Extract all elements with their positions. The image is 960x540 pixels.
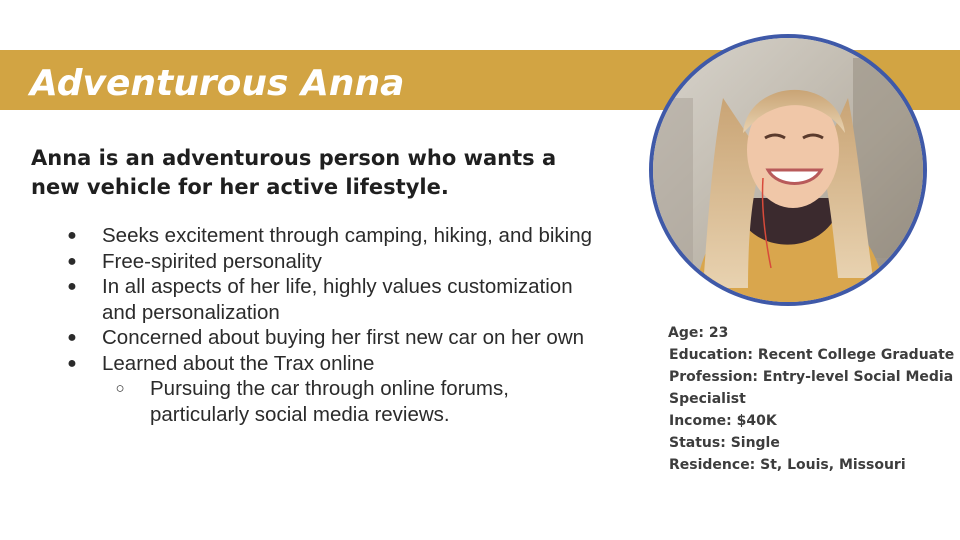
bullet-text: Concerned about buying her first new car on her own (102, 326, 585, 349)
bullet-text: In all aspects of her life, highly values customization and personalization (102, 275, 573, 324)
bullet-text: Free-spirited personality (102, 249, 322, 273)
persona-details (668, 322, 958, 476)
detail-income: Income: $40K (669, 413, 777, 429)
persona-photo (649, 34, 927, 306)
sub-bullet-item (65, 376, 605, 427)
detail-profession: Profession: Entry-level Social Media Specialist (669, 369, 954, 407)
bullet-item (65, 351, 605, 377)
slide-title: Adventurous Anna (30, 63, 405, 104)
trait-bullet-list (65, 223, 605, 427)
portrait-illustration (653, 38, 923, 302)
sub-bullet-text: Pursuing the car through online forums, particularly social media reviews. (150, 377, 509, 426)
bullet-text: Learned about the Trax online (102, 351, 375, 375)
persona-summary: Anna is an adventurous person who wants a new vehicle for her active lifestyle. (31, 146, 557, 199)
bullet-item (65, 223, 605, 249)
detail-education: Education: Recent College Graduate (669, 347, 955, 363)
bullet-icon: ● (67, 278, 77, 295)
bullet-item (65, 274, 605, 325)
bullet-text: Seeks excitement through camping, hiking, and biking (102, 224, 593, 247)
bullet-icon: ● (67, 329, 77, 346)
bullet-icon: ● (67, 227, 77, 244)
bullet-icon: ● (67, 354, 77, 372)
detail-status: Status: Single (669, 435, 780, 451)
hollow-bullet-icon: ○ (115, 380, 125, 397)
bullet-icon: ● (67, 252, 77, 270)
bullet-item (65, 249, 605, 275)
detail-age: Age: 23 (668, 325, 729, 341)
detail-residence: Residence: St, Louis, Missouri (669, 457, 906, 473)
bullet-item (65, 325, 605, 351)
